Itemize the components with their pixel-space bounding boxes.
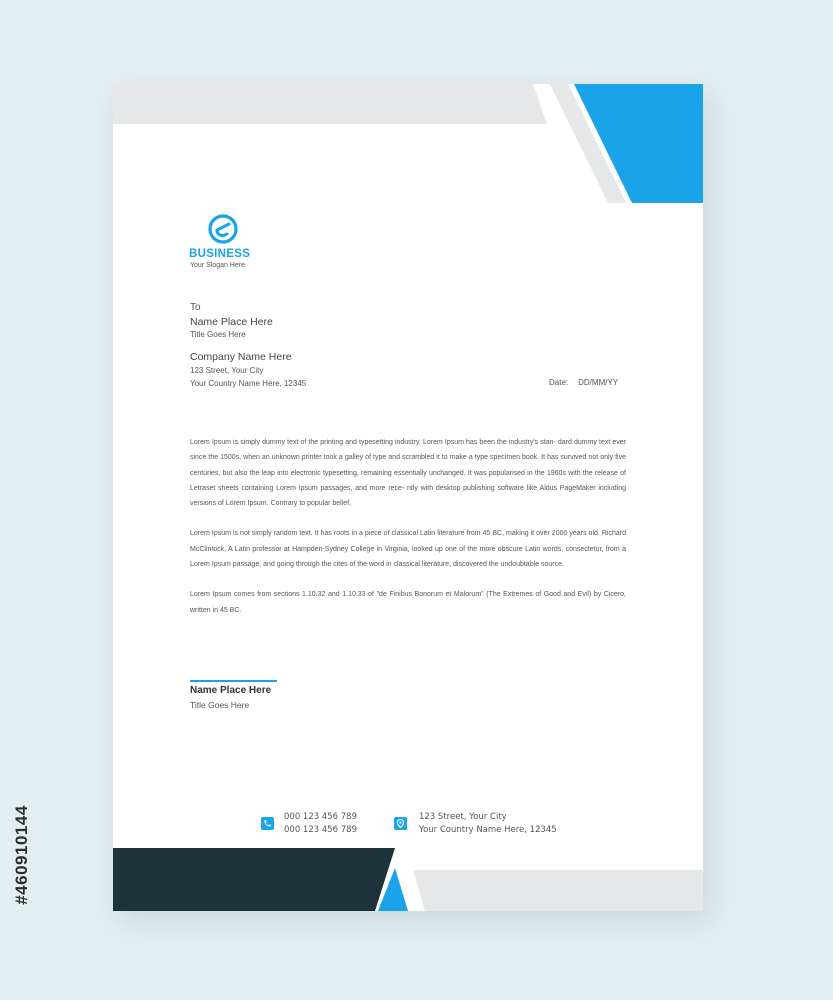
header-gray-band	[113, 84, 547, 124]
body-paragraph: Lorem Ipsum is not simply random text. It has roots in a piece of classical Latin literature from 45 BC, making it over 2000 years old. Richard McClintock, A Latin professor at Hampden-Sydney College in Virginia, looked up one of the more obscure Latin words, consectetur, from a Lorem Ipsum passage, and going through the cites of the word in classical literature, discovered the undoubtable source.	[190, 530, 626, 569]
recipient-name: Name Place Here	[190, 316, 273, 328]
signature-line	[190, 680, 277, 682]
recipient-block	[190, 301, 273, 341]
phone-icon	[261, 817, 274, 830]
letterhead-page	[113, 84, 703, 911]
stock-id-label	[10, 760, 34, 950]
date-line	[549, 378, 618, 387]
body-paragraph: Lorem Ipsum is simply dummy text of the printing and typesetting industry. Lorem Ipsum has been the industry's stan- dard dummy text ever since the 1500s, when an unknown printer took a galley of type and scrambled it to make a type specimen book. It has survived not only five centuries, but also the leap into electronic typesetting, remaining essentially unchanged. It was popularised in the 1960s with the release of Letraset sheets containing Lorem Ipsum passages, and more rece- ntly with desktop publishing software like Aldus PageMaker including versions of Lorem Ipsum. Contrary to popular belief,	[190, 439, 626, 508]
body-paragraph: Lorem Ipsum comes from sections 1.10.32 and 1.10.33 of "de Finibus Bonorum et Malorum" (The Extremes of Good and Evil) by Cicero, written in 45 BC.	[190, 591, 626, 614]
letter-body	[190, 435, 626, 633]
brand-name: BUSINESS	[189, 248, 251, 260]
location-pin-icon	[394, 817, 407, 830]
company-country: Your Country Name Here, 12345	[190, 379, 307, 388]
company-name: Company Name Here	[190, 351, 292, 363]
footer-phone-2: 000 123 456 789	[284, 825, 358, 835]
footer-gray-band	[413, 870, 703, 911]
footer-street: 123 Street, Your City	[419, 812, 507, 822]
signature-title: Title Goes Here	[190, 700, 250, 710]
date-value: DD/MM/YY	[578, 378, 619, 387]
signature-name: Name Place Here	[190, 685, 272, 696]
footer-phone-1: 000 123 456 789	[284, 812, 358, 822]
date-label: Date:	[549, 378, 569, 387]
company-block	[190, 350, 306, 390]
footer-country: Your Country Name Here, 12345	[419, 825, 557, 835]
brand-slogan: Your Slogan Here	[190, 262, 246, 269]
e-circle-logo-icon	[208, 214, 238, 244]
footer-dark-block	[113, 848, 395, 911]
to-label: To	[190, 302, 201, 313]
stock-id-text: #460910144	[12, 805, 31, 905]
company-street: 123 Street, Your City	[190, 366, 264, 375]
recipient-title: Title Goes Here	[190, 330, 246, 339]
